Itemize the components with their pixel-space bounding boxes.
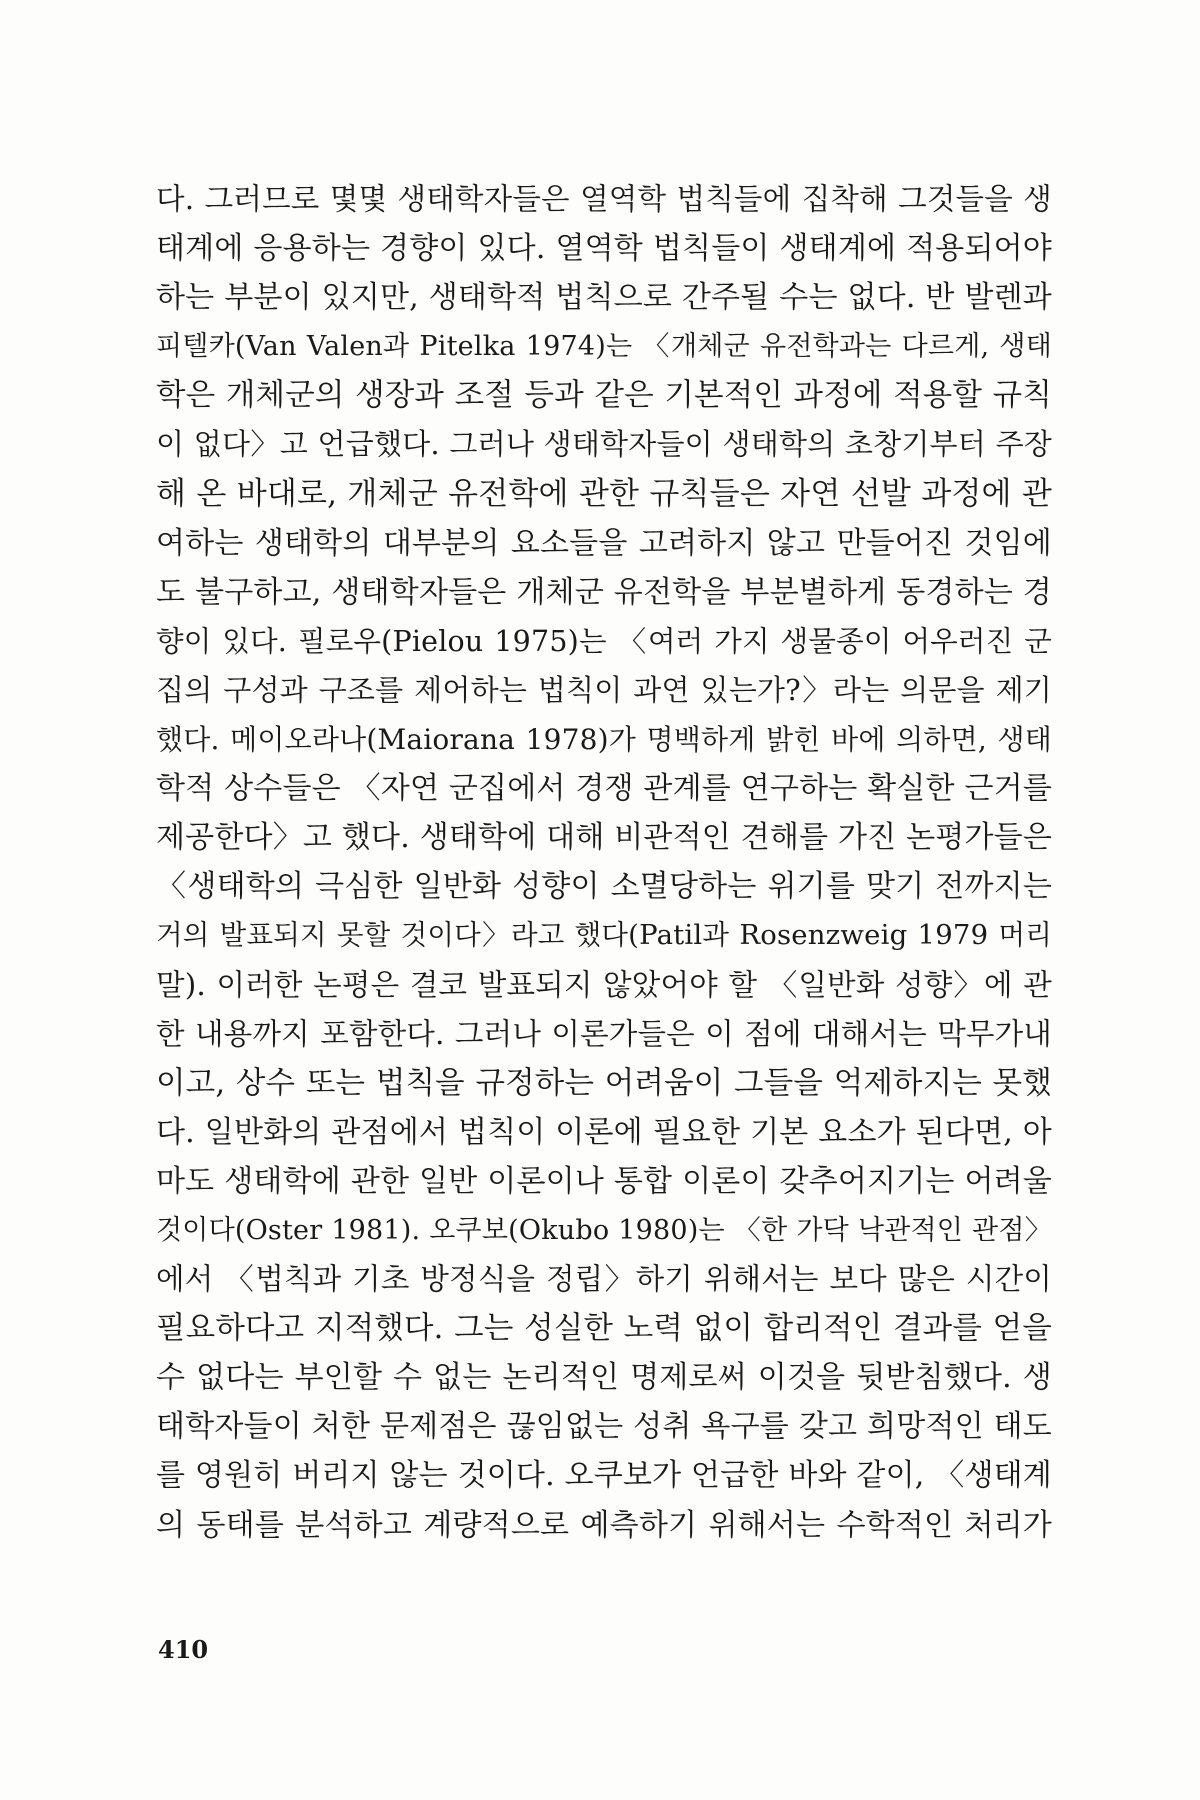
text-line: 태학자들이 처한 문제점은 끊임없는 성취 욕구를 갖고 희망적인 태도 — [156, 1409, 1052, 1445]
text-line: 했다. 메이오라나(Maiorana 1978)가 명백하게 밝힌 바에 의하면, 생태 — [156, 723, 1052, 757]
text-line: 이고, 상수 또는 법칙을 규정하는 어려움이 그들을 억제하지는 못했 — [156, 1065, 1052, 1101]
text-line: 다. 그러므로 몇몇 생태학자들은 열역학 법칙들에 집착해 그것들을 생 — [156, 182, 1052, 216]
text-line: 를 영원히 버리지 않는 것이다. 오쿠보가 언급한 바와 같이, 〈생태계 — [156, 1458, 1052, 1494]
text-line: 필요하다고 지적했다. 그는 성실한 노력 없이 합리적인 결과를 얻을 — [156, 1311, 1052, 1347]
text-line: 향이 있다. 필로우(Pielou 1975)는 〈여러 가지 생물종이 어우러진 군 — [156, 624, 1052, 658]
text-line: 해 온 바대로, 개체군 유전학에 관한 규칙들은 자연 선발 과정에 관 — [156, 475, 1052, 512]
text-line: 에서 〈법칙과 기초 방정식을 정립〉하기 위해서는 보다 많은 시간이 — [156, 1262, 1052, 1297]
text-line: 마도 생태학에 관한 일반 이론이나 통합 이론이 갖추어지기는 어려울 — [156, 1163, 1052, 1199]
text-line: 수 없다는 부인할 수 없는 논리적인 명제로써 이것을 뒷받침했다. 생 — [156, 1360, 1052, 1396]
text-line: 〈생태학의 극심한 일반화 성향이 소멸당하는 위기를 맞기 전까지는 — [156, 869, 1052, 905]
text-line: 피텔카(Van Valen과 Pitelka 1974)는 〈개체군 유전학과는 다르게, 생태 — [156, 331, 1052, 363]
text-line: 하는 부분이 있지만, 생태학적 법칙으로 간주될 수는 없다. 반 발렌과 — [156, 280, 1052, 316]
text-line: 다. 일반화의 관점에서 법칙이 이론에 필요한 기본 요소가 된다면, 아 — [156, 1114, 1052, 1150]
text-line: 거의 발표되지 못할 것이다〉라고 했다(Patil과 Rosenzweig 1979 머리 — [156, 919, 1052, 952]
text-line: 의 동태를 분석하고 계량적으로 예측하기 위해서는 수학적인 처리가 — [156, 1507, 1052, 1543]
text-line: 학적 상수들은 〈자연 군집에서 경쟁 관계를 연구하는 확실한 근거를 — [156, 771, 1052, 807]
body-text — [156, 175, 1052, 1550]
text-line: 이 없다〉고 언급했다. 그러나 생태학자들이 생태학의 초창기부터 주장 — [156, 427, 1052, 462]
text-line: 여하는 생태학의 대부분의 요소들을 고려하지 않고 만들어진 것임에 — [156, 525, 1052, 561]
text-line: 말). 이러한 논평은 결코 발표되지 않았어야 할 〈일반화 성향〉에 관 — [156, 967, 1052, 1002]
text-line: 학은 개체군의 생장과 조절 등과 같은 기본적인 과정에 적용할 규칙 — [156, 378, 1052, 414]
text-line: 도 불구하고, 생태학자들은 개체군 유전학을 부분별하게 동경하는 경 — [156, 574, 1052, 610]
text-line: 것이다(Oster 1981). 오쿠보(Okubo 1980)는 〈한 가닥 낙관적인 관점〉 — [156, 1214, 1052, 1246]
text-line: 한 내용까지 포함한다. 그러나 이론가들은 이 점에 대해서는 막무가내 — [156, 1016, 1052, 1051]
text-line: 제공한다〉고 했다. 생태학에 대해 비관적인 견해를 가진 논평가들은 — [156, 820, 1052, 856]
text-line: 태계에 응용하는 경향이 있다. 열역학 법칙들이 생태계에 적용되어야 — [156, 231, 1052, 267]
page-number: 410 — [158, 1635, 209, 1664]
text-line: 집의 구성과 구조를 제어하는 법칙이 과연 있는가?〉라는 의문을 제기 — [156, 672, 1052, 707]
